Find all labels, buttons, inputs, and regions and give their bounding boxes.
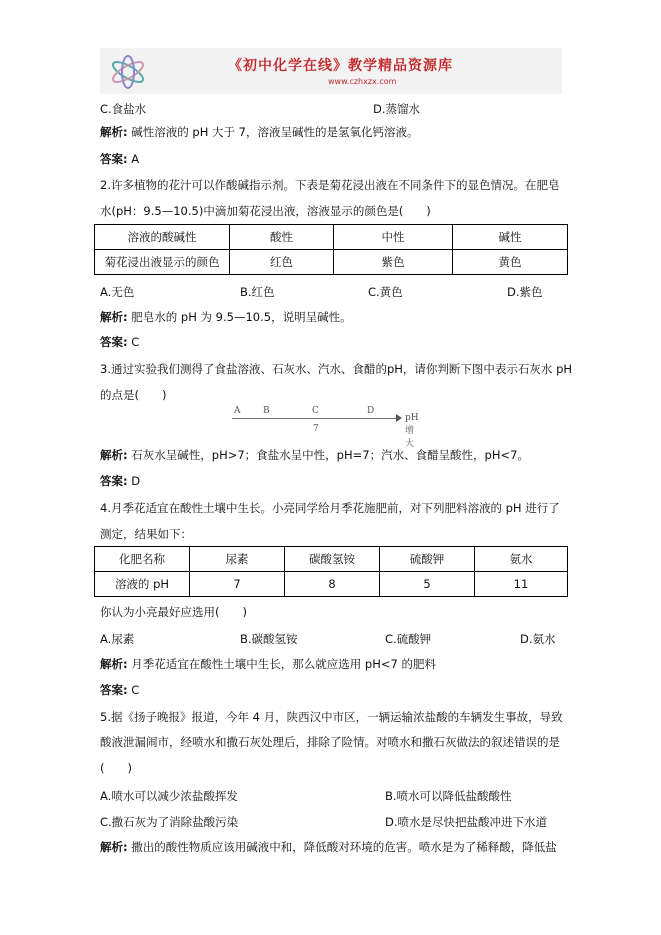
analysis-label: 解析:	[100, 657, 128, 671]
option: D.喷水是尽快把盐酸冲进下水道	[385, 815, 548, 829]
option: B.喷水可以降低盐酸酸性	[385, 789, 512, 803]
option: D.氨水	[520, 632, 556, 646]
table-cell: 氨水	[475, 547, 568, 572]
analysis-text: 石灰水呈碱性，pH>7；食盐水呈中性，pH=7；汽水、食醋呈酸性，pH<7。	[131, 448, 529, 462]
tick-label: 7	[313, 424, 319, 434]
answer-label: 答案:	[100, 683, 128, 697]
analysis-label: 解析:	[100, 310, 128, 324]
answer-text: A	[131, 152, 140, 166]
table-cell: 紫色	[334, 250, 453, 275]
analysis-text: 月季花适宜在酸性土壤中生长，那么就应选用 pH<7 的肥料	[131, 657, 436, 671]
analysis-label: 解析:	[100, 125, 128, 139]
point-label: A	[234, 406, 241, 416]
header-url: www.czhxzx.com	[328, 77, 397, 86]
table-row	[95, 572, 568, 597]
question-text: 4.月季花适宜在酸性土壤中生长。小亮同学给月季花施肥前，对下列肥料溶液的 pH 进行了	[100, 501, 560, 515]
arrow-icon	[396, 414, 402, 422]
option: C.食盐水	[100, 102, 147, 116]
question-text: 你认为小亮最好应选用( )	[100, 605, 247, 619]
question-text: 水(pH：9.5—10.5)中滴加菊花浸出液，溶液显示的颜色是( )	[100, 204, 431, 218]
table-cell: 黄色	[453, 250, 568, 275]
axis-line	[232, 418, 398, 419]
question-text: 测定，结果如下：	[100, 527, 192, 541]
answer-text: C	[131, 335, 140, 349]
table-cell: 化肥名称	[95, 547, 190, 572]
option: C.硫酸钾	[385, 632, 432, 646]
axis-label: pH增大	[405, 413, 419, 449]
table-row	[95, 250, 568, 275]
table-cell: 碱性	[453, 225, 568, 250]
option: B.碳酸氢铵	[240, 632, 298, 646]
option: A.尿素	[100, 632, 135, 646]
analysis-text: 碱性溶液的 pH 大于 7，溶液呈碱性的是氢氧化钙溶液。	[131, 125, 419, 139]
header-title: 《初中化学在线》教学精品资源库	[228, 58, 453, 74]
table-cell: 硫酸钾	[380, 547, 475, 572]
option: B.红色	[240, 285, 275, 299]
fertilizer-table	[94, 546, 568, 597]
question-text: 的点是( )	[100, 388, 167, 402]
table-cell: 溶液的 pH	[95, 572, 190, 597]
table-cell: 尿素	[190, 547, 285, 572]
question-text: 酸液泄漏闹市，经喷水和撒石灰处理后，排除了险情。对喷水和撒石灰做法的叙述错误的是	[100, 735, 560, 749]
analysis-text: 撒出的酸性物质应该用碱液中和，降低酸对环境的危害。喷水是为了稀释酸，降低盐	[131, 840, 557, 854]
table-cell: 8	[285, 572, 380, 597]
answer-text: C	[131, 683, 140, 697]
point-label: C	[312, 406, 319, 416]
table-cell: 中性	[334, 225, 453, 250]
answer-label: 答案:	[100, 152, 128, 166]
table-cell: 11	[475, 572, 568, 597]
option: A.无色	[100, 285, 135, 299]
table-cell: 红色	[230, 250, 334, 275]
point-label: D	[367, 406, 375, 416]
answer-label: 答案:	[100, 335, 128, 349]
option: D.蒸馏水	[373, 102, 421, 116]
option: C.黄色	[368, 285, 403, 299]
answer-label: 答案:	[100, 474, 128, 488]
analysis-label: 解析:	[100, 448, 128, 462]
option: A.喷水可以减少浓盐酸挥发	[100, 789, 238, 803]
analysis-text: 肥皂水的 pH 为 9.5—10.5，说明呈碱性。	[131, 310, 352, 324]
table-cell: 7	[190, 572, 285, 597]
table-row	[95, 547, 568, 572]
table-cell: 酸性	[230, 225, 334, 250]
table-cell: 菊花浸出液显示的颜色	[95, 250, 230, 275]
question-text: ( )	[100, 761, 132, 775]
indicator-table	[94, 224, 568, 275]
atom-logo-icon	[108, 54, 148, 90]
answer-text: D	[131, 474, 141, 488]
question-text: 5.据《扬子晚报》报道，今年 4 月，陕西汉中市区，一辆运输浓盐酸的车辆发生事故，导致	[100, 710, 563, 724]
option: D.紫色	[507, 285, 543, 299]
table-cell: 溶液的酸碱性	[95, 225, 230, 250]
question-text: 3.通过实验我们测得了食盐溶液、石灰水、汽水、食醋的pH，请你判断下图中表示石灰水 pH	[100, 362, 573, 376]
table-row	[95, 225, 568, 250]
header-banner	[100, 48, 562, 94]
analysis-label: 解析:	[100, 840, 128, 854]
point-label: B	[263, 406, 270, 416]
table-cell: 5	[380, 572, 475, 597]
option: C.撒石灰为了消除盐酸污染	[100, 815, 239, 829]
table-cell: 碳酸氢铵	[285, 547, 380, 572]
ph-axis-diagram	[220, 404, 420, 449]
question-text: 2.许多植物的花汁可以作酸碱指示剂。下表是菊花浸出液在不同条件下的显色情况。在肥皂	[100, 178, 560, 192]
